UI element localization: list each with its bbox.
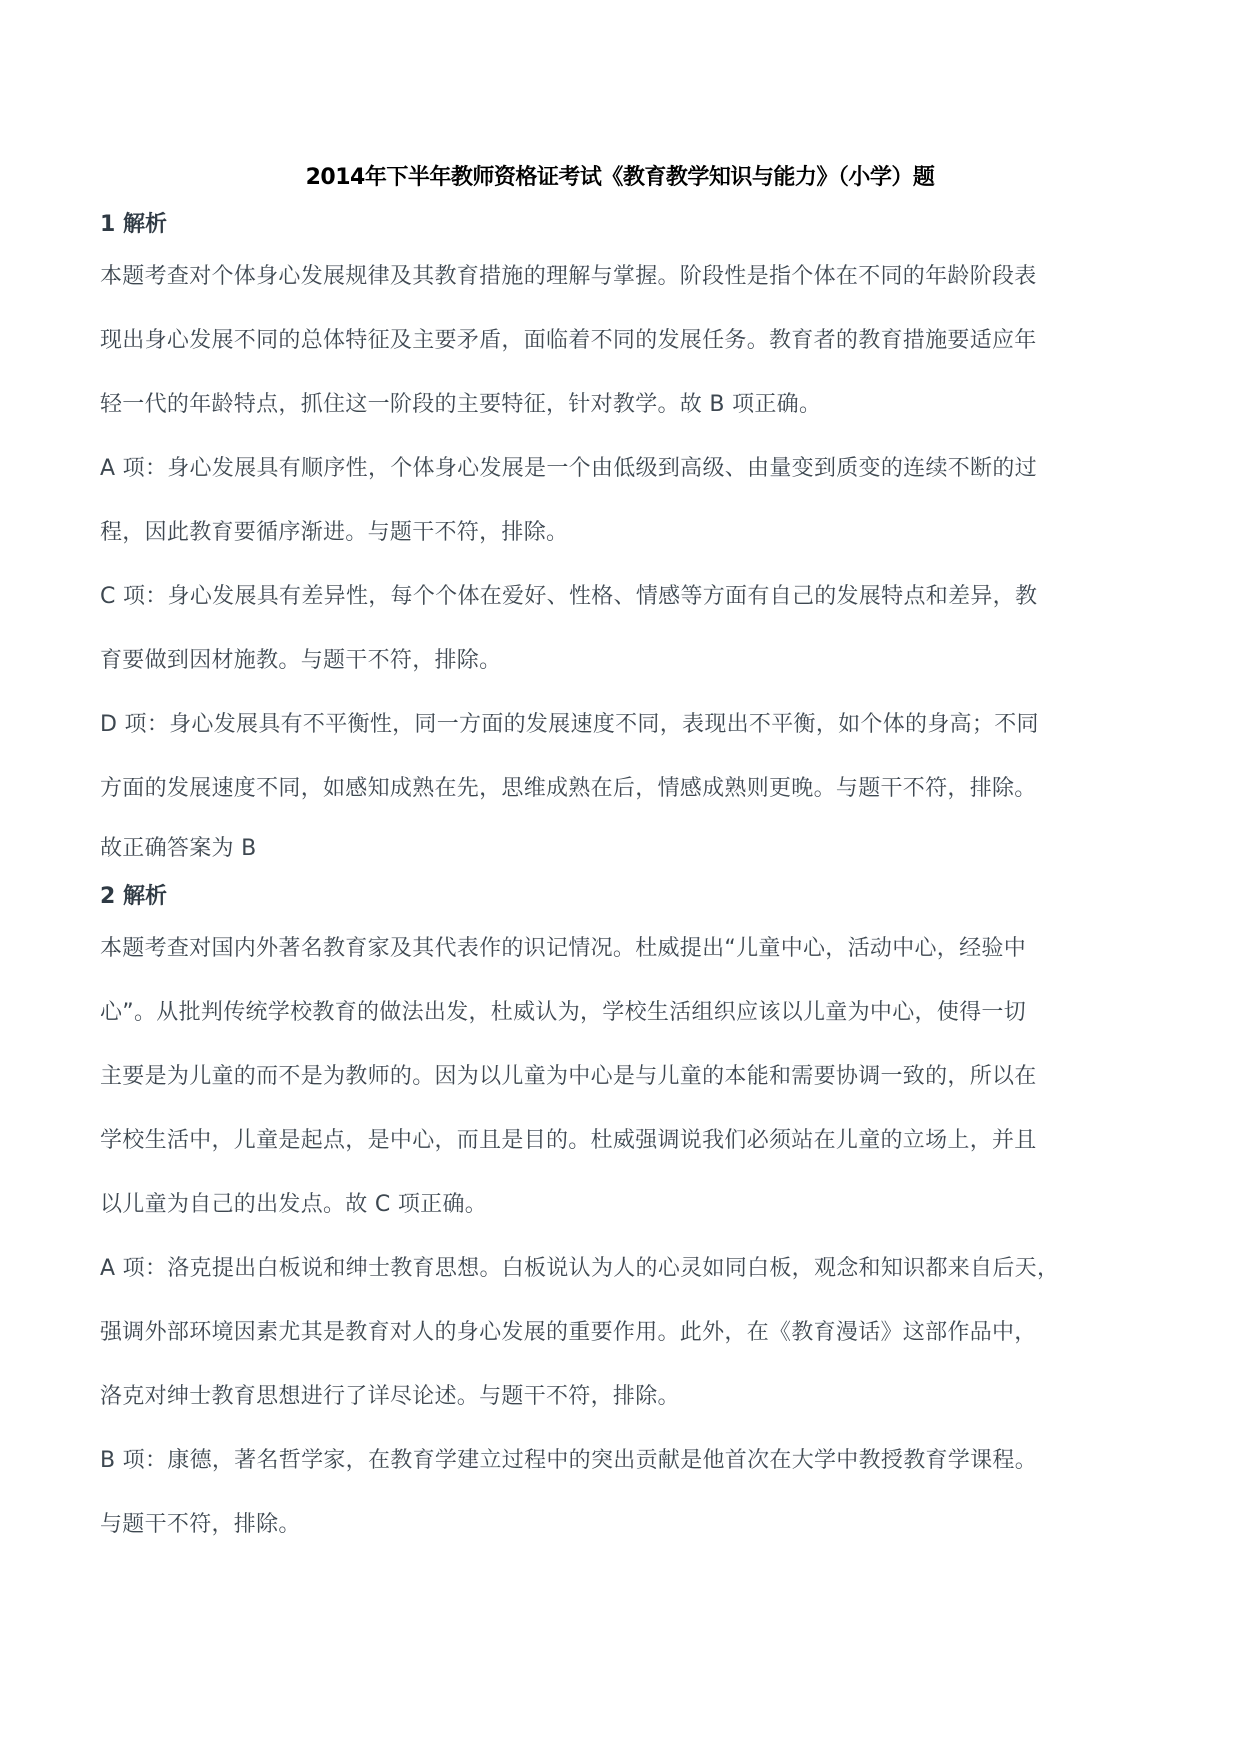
paragraph — [100, 1237, 1150, 1429]
section-2 — [100, 877, 1150, 1557]
section-heading: 1 解析 — [100, 212, 167, 237]
text-line: 故正确答案为 B — [100, 836, 257, 861]
text-line: 学校生活中，儿童是起点，是中心，而且是目的。杜威强调说我们必须站在儿童的立场上，并且 — [100, 1128, 1037, 1153]
paragraph — [100, 245, 1150, 437]
text-line: 本题考查对国内外著名教育家及其代表作的识记情况。杜威提出“儿童中心，活动中心，经验中 — [100, 936, 1027, 961]
paragraph — [100, 917, 1150, 1237]
document-body — [100, 205, 1150, 1557]
paragraph — [100, 821, 1150, 877]
text-line: 轻一代的年龄特点，抓住这一阶段的主要特征，针对教学。故 B 项正确。 — [100, 392, 822, 417]
text-line: 心”。从批判传统学校教育的做法出发，杜威认为，学校生活组织应该以儿童为中心，使得一切 — [100, 1000, 1027, 1025]
text-line: 本题考查对个体身心发展规律及其教育措施的理解与掌握。阶段性是指个体在不同的年龄阶段表 — [100, 264, 1037, 289]
section-heading: 2 解析 — [100, 884, 167, 909]
text-line: C 项：身心发展具有差异性，每个个体在爱好、性格、情感等方面有自己的发展特点和差异，教 — [100, 584, 1038, 609]
text-line: A 项：洛克提出白板说和绅士教育思想。白板说认为人的心灵如同白板，观念和知识都来自后天， — [100, 1256, 1060, 1281]
text-line: 育要做到因材施教。与题干不符，排除。 — [100, 648, 502, 673]
section-1 — [100, 205, 1150, 877]
text-line: 方面的发展速度不同，如感知成熟在先，思维成熟在后，情感成熟则更晚。与题干不符，排除。 — [100, 776, 1037, 801]
text-line: A 项：身心发展具有顺序性，个体身心发展是一个由低级到高级、由量变到质变的连续不断的过 — [100, 456, 1037, 481]
text-line: B 项：康德，著名哲学家，在教育学建立过程中的突出贡献是他首次在大学中教授教育学课程。 — [100, 1448, 1037, 1473]
text-line: D 项：身心发展具有不平衡性，同一方面的发展速度不同，表现出不平衡，如个体的身高；不同 — [100, 712, 1039, 737]
text-line: 现出身心发展不同的总体特征及主要矛盾，面临着不同的发展任务。教育者的教育措施要适应年 — [100, 328, 1037, 353]
text-line: 与题干不符，排除。 — [100, 1512, 301, 1537]
document-title: 2014年下半年教师资格证考试《教育教学知识与能力》（小学）题 — [305, 165, 935, 190]
paragraph — [100, 565, 1150, 693]
text-line: 洛克对绅士教育思想进行了详尽论述。与题干不符，排除。 — [100, 1384, 680, 1409]
text-line: 主要是为儿童的而不是为教师的。因为以儿童为中心是与儿童的本能和需要协调一致的，所以在 — [100, 1064, 1037, 1089]
text-line: 程，因此教育要循序渐进。与题干不符，排除。 — [100, 520, 569, 545]
text-line: 强调外部环境因素尤其是教育对人的身心发展的重要作用。此外，在《教育漫话》这部作品中， — [100, 1320, 1037, 1345]
paragraph — [100, 437, 1150, 565]
paragraph — [100, 693, 1150, 821]
paragraph — [100, 1429, 1150, 1557]
text-line: 以儿童为自己的出发点。故 C 项正确。 — [100, 1192, 488, 1217]
